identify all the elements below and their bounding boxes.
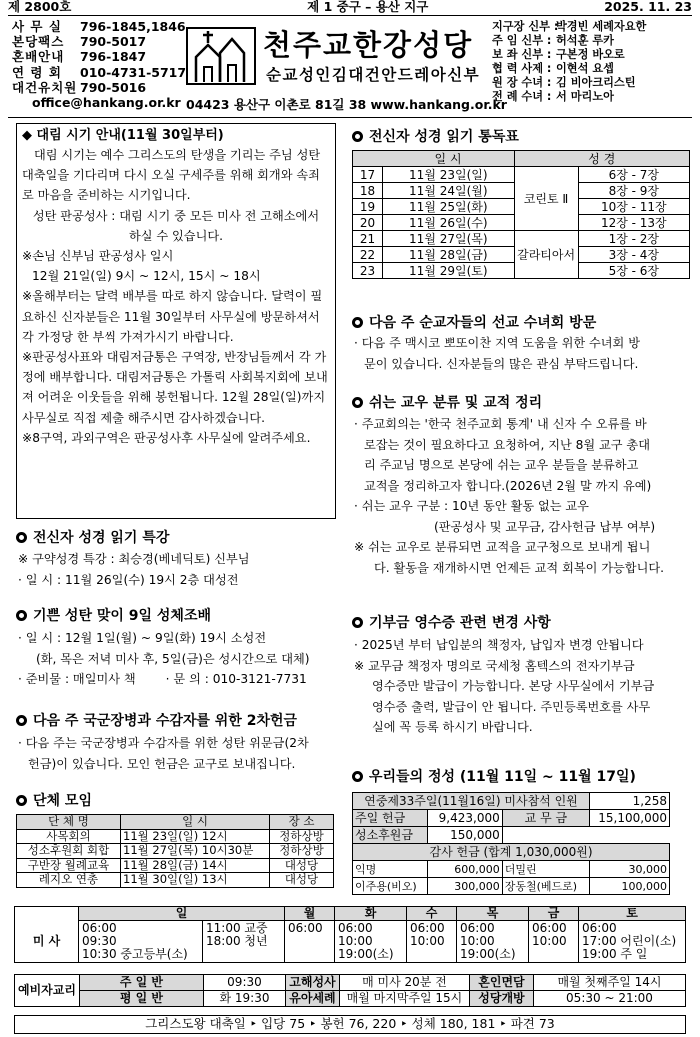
top-bar <box>8 0 692 16</box>
line: 교적을 정리하고자 합니다.(2026년 2월 말 까지 유예) <box>364 478 652 493</box>
contact-value: 796-1847 <box>80 49 147 65</box>
collection-title <box>16 710 297 730</box>
contact-label: 본당팩스 <box>12 34 65 50</box>
table-cell: 대성당 <box>270 873 334 888</box>
time: 19:00(소) <box>338 947 394 961</box>
table-cell: 더밀린 <box>502 861 589 878</box>
table-row <box>15 975 686 991</box>
table-row <box>353 810 670 827</box>
table-cell: 3장 - 4장 <box>578 247 689 263</box>
clergy-role: 지구장 신부 : <box>492 20 559 33</box>
table-cell: 11월 23일(일) 12시 <box>121 829 270 844</box>
table-cell: 11월 30일(일) 13시 <box>121 873 270 888</box>
line: ※ 교무금 책정자 명의로 국세청 홈텍스의 전자기부금 <box>354 658 635 673</box>
resting-body <box>354 414 664 578</box>
table-cell: 매월 마지막주일 15시 <box>339 991 469 1007</box>
parish-title: 천주교한강성당 <box>263 28 474 62</box>
table-header: 목 <box>457 907 529 921</box>
time: 10:30 중고등부(소) <box>82 947 188 961</box>
time: 06:00 <box>532 921 567 935</box>
mass-schedule-table <box>14 906 686 963</box>
martyrs-title <box>352 312 596 332</box>
parish-subtitle: 순교성인김대건안드레아신부 <box>266 66 481 84</box>
table-cell: 21 <box>353 231 383 247</box>
receipt-body <box>354 635 654 738</box>
table-cell: 09:30 <box>203 975 285 991</box>
time: 10:00 <box>410 934 445 948</box>
advent-p5: ※판공성사표와 대림저금통은 구역장, 반장님들께서 각 가정에 배부합니다. 대림저금통은 가톨릭 사회복지회에 보내져 어려운 이웃들을 위해 봉헌됩니다. 12월 28일(일)까지 사무실로 직접 제출 해주시면 감사하겠습니다. <box>22 350 328 425</box>
table-row <box>17 829 334 844</box>
bullet-icon <box>352 317 363 328</box>
line <box>18 669 310 690</box>
bullet-icon <box>16 532 27 543</box>
masthead <box>8 17 692 127</box>
table-cell: 1장 - 2장 <box>578 231 689 247</box>
table-row <box>15 907 686 921</box>
time: 19:00(소) <box>460 947 516 961</box>
table-cell: 주일 헌금 <box>353 810 428 827</box>
time: 06:00 <box>410 921 445 935</box>
clergy-role: 협 력 사제 : <box>492 61 552 75</box>
novena-title <box>16 605 211 625</box>
line: 실에 꼭 등록 하시기 바랍니다. <box>372 720 533 734</box>
table-header <box>353 151 383 167</box>
table-cell: 교 무 금 <box>502 810 589 827</box>
table-cell: 구반장 월례교육 <box>17 858 121 873</box>
contact-value: 790-5016 <box>80 79 147 95</box>
section-title-text: 쉬는 교우 분류 및 교적 정리 <box>369 395 543 411</box>
line: 영수증만 발급이 가능합니다. 본당 사무실에서 기부금 <box>372 679 655 693</box>
time: 18:00 청년 <box>206 934 268 948</box>
table-cell: 대성당 <box>270 858 334 873</box>
clergy-list <box>492 20 646 103</box>
resting-title <box>352 392 542 412</box>
clergy-name: 서 마리노아 <box>556 89 614 103</box>
line: 헌금)이 있습니다. 모인 헌금은 교구로 보내집니다. <box>28 756 296 771</box>
table-header: 수 <box>407 907 457 921</box>
advent-p2a: 성탄 판공성사 : 대림 시기 중 모든 미사 전 고해소에서 <box>32 208 320 223</box>
line: ※ 구약성경 특강 : 최승경(베네딕토) 신부님 <box>18 552 250 566</box>
table-row <box>17 873 334 888</box>
table-row <box>15 921 686 963</box>
table-cell: 11월 28일(금) 14시 <box>121 858 270 873</box>
line: · 2025년 부터 납입분의 책정자, 납입자 변경 안됩니다 <box>354 638 644 652</box>
table-cell: 연중제33주일(11월16일) 미사참석 인원 <box>353 793 590 810</box>
bullet-icon <box>352 397 363 408</box>
table-cell: 고해성사 <box>285 975 339 991</box>
clergy-name: 구본정 바오로 <box>556 47 625 61</box>
time: 06:00 <box>582 921 617 935</box>
row-label: 미 사 <box>15 921 79 963</box>
contact-list <box>12 19 186 110</box>
table-header: 금 <box>529 907 579 921</box>
line: 문이 있습니다. 신자분들의 많은 관심 부탁드립니다. <box>364 356 639 371</box>
table-cell: 22 <box>353 247 383 263</box>
clergy-role: 보 좌 신부 : <box>492 47 552 61</box>
line: · 주교회의는 '한국 천주교회 통계' 내 신자 수 오류를 바 <box>354 417 647 431</box>
table-cell: 15,100,000 <box>590 810 670 827</box>
line: 다. 활동을 재개하시면 언제든 교적 회복이 가능합니다. <box>374 560 665 575</box>
table-cell: 성소후원금 <box>353 827 428 844</box>
row-label: 예비자교리 <box>15 975 80 1007</box>
email[interactable]: office@hankang.or.kr <box>32 95 181 111</box>
bullet-icon <box>16 715 27 726</box>
table-row <box>353 231 690 247</box>
line: · 일 시 : 11월 26일(수) 19시 2층 대성전 <box>18 572 239 587</box>
collection-body <box>18 733 309 774</box>
table-cell: 혼인면담 <box>469 975 533 991</box>
martyrs-body <box>354 333 640 374</box>
table-cell: 20 <box>353 215 383 231</box>
section-title-text: 우리들의 정성 (11월 11일 ~ 11월 17일) <box>369 769 636 785</box>
issue-number: 제 2800호 <box>8 0 72 14</box>
table-cell: 11월 23일(일) <box>383 167 515 183</box>
table-cell: 30,000 <box>590 861 670 878</box>
contact-label: 사 무 실 <box>12 19 62 34</box>
table-row <box>353 167 690 183</box>
offering-title <box>352 766 636 786</box>
table-cell: 11월 24일(월) <box>383 183 515 199</box>
table-cell: 성당개방 <box>469 991 533 1007</box>
table-header: 일 시 <box>121 815 270 830</box>
contact-value: 796-1845,1846 <box>80 19 186 34</box>
section-title-text: 기부금 영수증 관련 변경 사항 <box>369 615 551 631</box>
line: · 일 시 : 12월 1일(월) ~ 9일(화) 19시 소성전 <box>18 631 267 645</box>
clergy-name: 이현석 요셉 <box>556 61 614 75</box>
table-cell: 11월 25일(화) <box>383 199 515 215</box>
clergy-role: 주 임 신부 : <box>492 33 552 47</box>
contact-value: 010-4731-5717 <box>80 64 187 80</box>
contact-label: 대건유치원 <box>12 79 78 95</box>
time: 06:00 <box>82 921 117 935</box>
table-cell: 11월 26일(수) <box>383 215 515 231</box>
time: 19:00 주 일 <box>582 947 648 961</box>
table-cell: 11월 27일(목) 10시30분 <box>121 844 270 859</box>
line: 리 주교님 명으로 본당에 쉬는 교우 분들을 분류하고 <box>364 458 639 472</box>
advent-p3b: 12월 21일(일) 9시 ~ 12시, 15시 ~ 18시 <box>32 269 261 284</box>
line: · 다음 주는 국군장병과 수감자를 위한 성탄 위문금(2차 <box>18 736 309 750</box>
table-cell: 9,423,000 <box>428 810 503 827</box>
table-row <box>353 827 670 844</box>
bible-table-title <box>352 126 519 146</box>
section-title-text: 전신자 성경 읽기 통독표 <box>369 129 519 145</box>
table-cell: 장동철(베드로) <box>502 878 589 895</box>
advent-p4: ※올해부터는 달력 배부를 따로 하지 않습니다. 달력이 필요하신 신자분들은 11월 30일부터 사무실에 방문하셔서 각 가정당 한 부씩 가져가시기 바랍니다. <box>22 289 323 344</box>
table-cell: 유아세례 <box>285 991 339 1007</box>
table-cell: 정하상방 <box>270 829 334 844</box>
table-cell: 감사 헌금 (합계 1,030,000원) <box>353 844 670 861</box>
clergy-name: 박경빈 세례자요한 <box>556 20 647 33</box>
table-row <box>15 991 686 1007</box>
advent-notice <box>16 123 336 519</box>
table-row <box>353 861 670 878</box>
table-cell: 10장 - 11장 <box>578 199 689 215</box>
table-cell: 11월 28일(금) <box>383 247 515 263</box>
time: 06:00 <box>460 921 495 935</box>
time: 06:00 <box>288 921 323 935</box>
time: 09:30 <box>82 934 117 948</box>
table-row <box>17 844 334 859</box>
line: · 다음 주 맥시코 뽀또이찬 지역 도움을 위한 수녀회 방 <box>354 336 640 350</box>
time: 17:00 어린이(소) <box>582 934 677 948</box>
section-title-text: 단체 모임 <box>33 793 92 809</box>
table-cell: 성소후원회 회합 <box>17 844 121 859</box>
advent-p3: ※손님 신부님 판공성사 일시 <box>22 249 174 264</box>
bullet-icon <box>352 771 363 782</box>
groups-title <box>16 790 92 810</box>
contact-label: 연 령 회 <box>12 64 62 80</box>
section-title-text: 다음 주 국군장병과 수감자를 위한 2차헌금 <box>33 713 298 729</box>
table-header: 단 체 명 <box>17 815 121 830</box>
bullet-icon <box>16 610 27 621</box>
table-cell: 18 <box>353 183 383 199</box>
table-cell: 12장 - 13장 <box>578 215 689 231</box>
line: 로잡는 것이 필요하다고 요청하여, 지난 8월 교구 총대 <box>364 437 650 452</box>
table-header: 화 <box>335 907 407 921</box>
book-cell: 코린토 Ⅱ <box>514 167 578 231</box>
table-cell: 레지오 연총 <box>17 873 121 888</box>
table-cell: 11월 29일(토) <box>383 263 515 279</box>
advent-p1: 대림 시기는 예수 그리스도의 탄생을 기리는 주님 성탄 대축일을 기다리며 다시 오실 구세주를 위해 회개와 속죄로 마음을 준비하는 시기입니다. <box>22 148 321 203</box>
offering-table <box>352 792 670 895</box>
table-header: 장 소 <box>270 815 334 830</box>
line-part: · 준비물 : 매일미사 책 <box>18 672 136 686</box>
advent-title: ◆ 대림 시기 안내(11월 30일부터) <box>22 128 224 143</box>
table-header: 월 <box>285 907 335 921</box>
table-cell: 05:30 ~ 21:00 <box>533 991 685 1007</box>
catechism-table <box>14 974 686 1007</box>
district: 제 1 중구 – 용산 지구 <box>307 0 429 14</box>
table-cell: 주 일 반 <box>79 975 203 991</box>
table-cell: 23 <box>353 263 383 279</box>
bullet-icon <box>352 617 363 628</box>
table-cell: 600,000 <box>428 861 503 878</box>
bullet-icon <box>352 131 363 142</box>
time: 11:00 교중 <box>206 921 268 935</box>
receipt-title <box>352 612 551 632</box>
time: 06:00 <box>338 921 373 935</box>
bible-special-body <box>18 549 250 590</box>
table-cell: 5장 - 6장 <box>578 263 689 279</box>
groups-table <box>16 814 334 888</box>
table-cell: 8장 - 9장 <box>578 183 689 199</box>
table-cell: 150,000 <box>428 827 503 844</box>
table-cell: 300,000 <box>428 878 503 895</box>
novena-body <box>18 628 310 690</box>
clergy-name: 김 비아크리스틴 <box>556 75 636 89</box>
table-cell: 사목회의 <box>17 829 121 844</box>
bible-special-title <box>16 527 169 547</box>
time: 10:00 <box>460 934 495 948</box>
table-row <box>353 793 670 810</box>
bible-reading-table <box>352 150 690 279</box>
time: 10:00 <box>338 934 373 948</box>
line-part: · 문 의 : 010-3121-7731 <box>165 672 307 686</box>
table-cell: 6장 - 7장 <box>578 167 689 183</box>
line: (화, 목은 저녁 미사 후, 5일(금)은 성시간으로 대체) <box>36 651 310 666</box>
table-cell: 100,000 <box>590 878 670 895</box>
table-cell: 정하상방 <box>270 844 334 859</box>
section-title-text: 전신자 성경 읽기 특강 <box>33 530 170 546</box>
date: 2025. 11. 23 <box>604 0 692 14</box>
church-logo-icon <box>186 27 256 85</box>
section-title-text: 기쁜 성탄 맞이 9일 성체조배 <box>33 608 212 624</box>
table-cell: 익명 <box>353 861 428 878</box>
table-cell: 매월 첫째주일 14시 <box>533 975 685 991</box>
contact-label: 혼배안내 <box>12 49 65 65</box>
line: 영수증 출력, 발급이 안 됩니다. 주민등록번호를 사무 <box>372 699 651 714</box>
table-row <box>353 878 670 895</box>
clergy-role: 전 례 수녀 : <box>492 89 552 103</box>
liturgy-footer: 그리스도왕 대축일 ‣ 입당 75 ‣ 봉헌 76, 220 ‣ 성체 180, 181 ‣ 파견 73 <box>14 1015 686 1034</box>
table-cell: 19 <box>353 199 383 215</box>
address: 04423 용산구 이촌로 81길 38 www.hankang.or.kr <box>186 97 507 112</box>
table-header: 일 <box>79 907 285 921</box>
line: · 쉬는 교우 구분 : 10년 동안 활동 없는 교우 <box>354 499 589 513</box>
line: (판공성사 및 교무금, 감사헌금 납부 여부) <box>434 519 656 534</box>
advent-p2b: 하실 수 있습니다. <box>128 228 224 243</box>
table-cell: 평 일 반 <box>79 991 203 1007</box>
table-cell: 1,258 <box>590 793 670 810</box>
table-header: 성 경 <box>514 151 689 167</box>
time: 10:00 <box>532 934 567 948</box>
table-cell: 17 <box>353 167 383 183</box>
contact-value: 790-5017 <box>80 34 147 50</box>
line: ※ 쉬는 교우로 분류되면 교적을 교구청으로 보내게 됩니 <box>354 540 651 554</box>
table-row <box>17 858 334 873</box>
section-title-text: 다음 주 순교자들의 선교 수녀회 방문 <box>369 315 597 331</box>
advent-p6: ※8구역, 과외구역은 판공성사후 사무실에 알려주세요. <box>22 430 311 445</box>
table-cell: 화 19:30 <box>203 991 285 1007</box>
table-cell: 11월 27일(목) <box>383 231 515 247</box>
bullet-icon <box>16 795 27 806</box>
table-cell: 매 미사 20분 전 <box>339 975 469 991</box>
divider <box>8 117 692 118</box>
table-header: 일 시 <box>383 151 515 167</box>
table-row <box>353 844 670 861</box>
table-header: 토 <box>579 907 686 921</box>
clergy-name: 허석훈 루카 <box>556 33 614 47</box>
clergy-role: 원 장 수녀 : <box>492 75 552 89</box>
table-cell: 이주용(비오) <box>353 878 428 895</box>
book-cell: 갈라티아서 <box>514 231 578 279</box>
